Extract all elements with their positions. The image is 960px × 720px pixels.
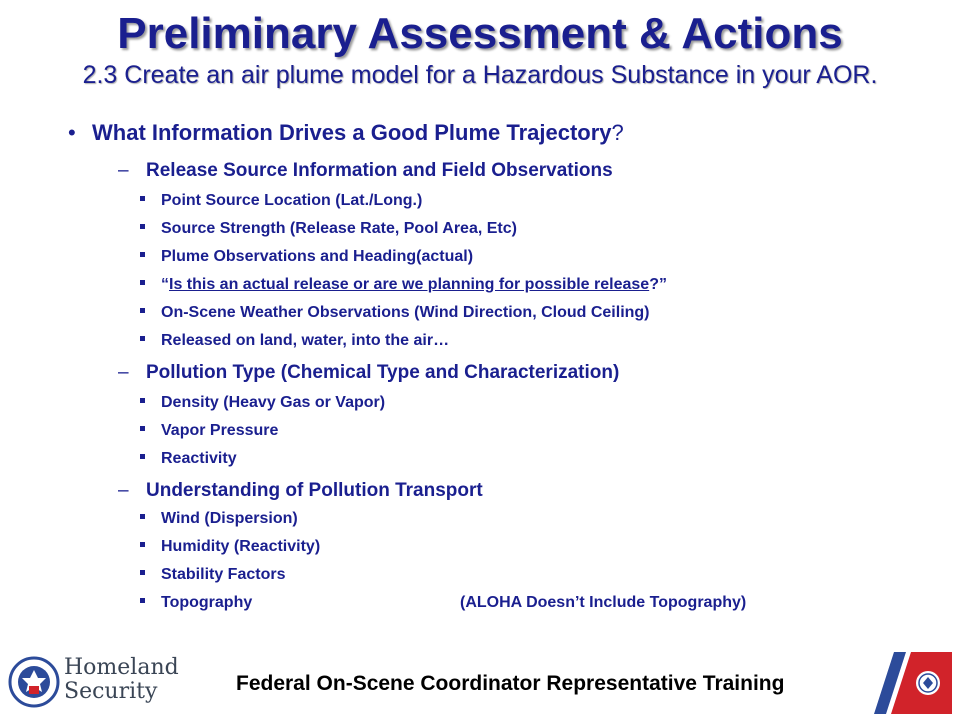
- list-item-text: Point Source Location (Lat./Long.): [161, 192, 423, 209]
- list-item-topography: [140, 594, 252, 612]
- section-heading-pollution-text: Pollution Type (Chemical Type and Characterization): [146, 362, 620, 383]
- list-item-text: Plume Observations and Heading(actual): [161, 248, 474, 265]
- list-item-text: On-Scene Weather Observations (Wind Direction, Cloud Ceiling): [161, 304, 650, 321]
- bullet-glyph: •: [68, 120, 76, 145]
- list-item-text: Stability Factors: [161, 566, 286, 583]
- section-heading-transport-text: Understanding of Pollution Transport: [146, 480, 483, 501]
- list-item: [140, 566, 285, 584]
- square-bullet-icon: [140, 598, 145, 603]
- list-item: [140, 304, 650, 322]
- bullet-main-text: What Information Drives a Good Plume Trajectory: [92, 120, 612, 145]
- section-heading-source-text: Release Source Information and Field Observations: [146, 160, 613, 181]
- bullet-main-question: [68, 120, 624, 146]
- uscg-logo: [872, 652, 952, 714]
- slide-subtitle: 2.3 Create an air plume model for a Hazardous Substance in your AOR.: [82, 61, 878, 89]
- list-item: [140, 248, 473, 266]
- section-heading-transport: [118, 480, 483, 502]
- open-quote: “: [161, 276, 169, 293]
- list-item-text: Source Strength (Release Rate, Pool Area, Etc): [161, 220, 517, 237]
- list-item-text: Topography: [161, 594, 253, 611]
- section-heading-pollution: [118, 362, 619, 384]
- list-item-text: Humidity (Reactivity): [161, 538, 321, 555]
- list-item-text: Density (Heavy Gas or Vapor): [161, 394, 386, 411]
- dhs-seal-icon: [8, 656, 60, 708]
- uscg-stripe-icon: [872, 652, 952, 714]
- square-bullet-icon: [140, 426, 145, 431]
- section-heading-source: [118, 160, 613, 182]
- close-quote: ?”: [649, 276, 667, 293]
- square-bullet-icon: [140, 280, 145, 285]
- square-bullet-icon: [140, 336, 145, 341]
- topography-note: (ALOHA Doesn’t Include Topography): [460, 594, 747, 611]
- list-item-text: Reactivity: [161, 450, 237, 467]
- square-bullet-icon: [140, 308, 145, 313]
- dhs-wordmark-line2: Security: [64, 679, 158, 704]
- slide-title: Preliminary Assessment & Actions: [117, 9, 843, 58]
- square-bullet-icon: [140, 454, 145, 459]
- list-item: [140, 450, 237, 468]
- bullet-main-question-mark: ?: [611, 120, 624, 145]
- footer-text: Federal On-Scene Coordinator Representative Training: [236, 672, 785, 695]
- square-bullet-icon: [140, 514, 145, 519]
- square-bullet-icon: [140, 570, 145, 575]
- square-bullet-icon: [140, 252, 145, 257]
- list-item: [140, 220, 517, 238]
- list-item: [140, 538, 320, 556]
- dhs-logo: [8, 656, 178, 710]
- list-item: [140, 192, 422, 210]
- underlined-question: Is this an actual release or are we planning for possible release: [169, 276, 650, 293]
- list-item: [140, 394, 385, 412]
- list-item: [140, 332, 449, 350]
- list-item-text: Wind (Dispersion): [161, 510, 298, 527]
- list-item-text: Released on land, water, into the air…: [161, 332, 450, 349]
- dhs-wordmark: [64, 656, 179, 704]
- square-bullet-icon: [140, 398, 145, 403]
- slide-title-block: [0, 10, 960, 90]
- dash-glyph: –: [118, 160, 129, 181]
- square-bullet-icon: [140, 224, 145, 229]
- list-item: [140, 510, 298, 528]
- dhs-wordmark-line1: Homeland: [64, 655, 179, 680]
- dash-glyph: –: [118, 480, 129, 501]
- square-bullet-icon: [140, 542, 145, 547]
- list-item-text: Vapor Pressure: [161, 422, 279, 439]
- square-bullet-icon: [140, 196, 145, 201]
- list-item: [140, 422, 278, 440]
- dash-glyph: –: [118, 362, 129, 383]
- list-item-quote: [140, 276, 667, 294]
